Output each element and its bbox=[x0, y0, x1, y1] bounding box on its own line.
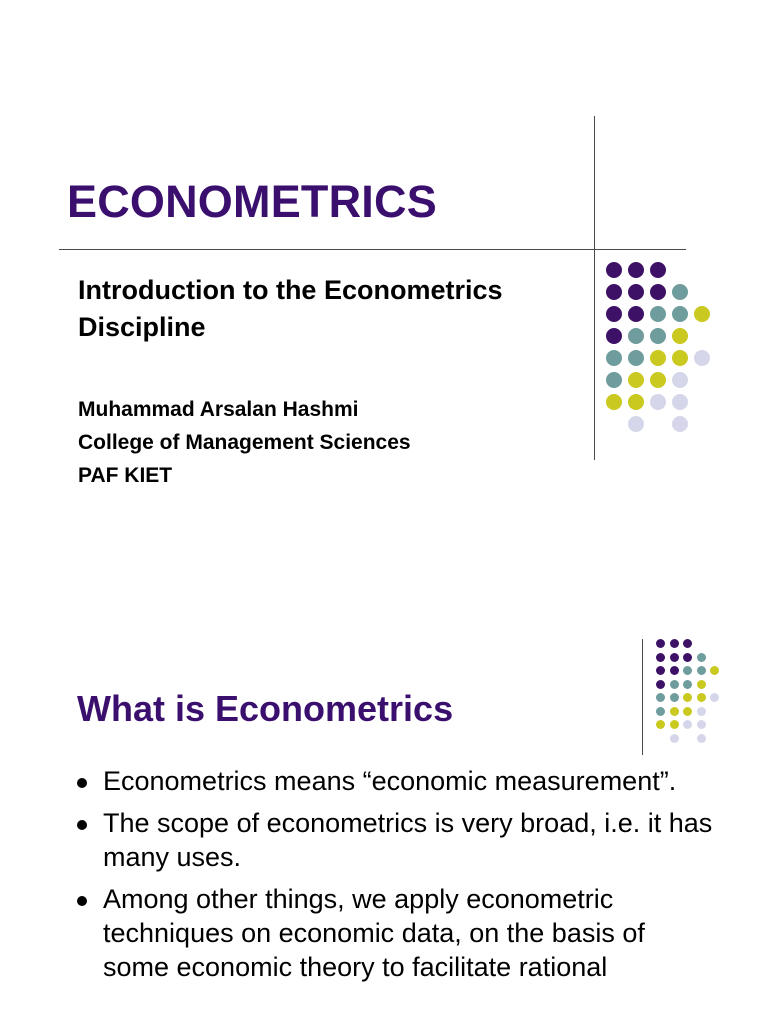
decorative-dot bbox=[670, 639, 679, 648]
decorative-dot bbox=[606, 306, 622, 322]
bullet-item: The scope of econometrics is very broad, i.e. it has many uses. bbox=[74, 806, 714, 874]
decorative-dot bbox=[697, 653, 706, 662]
decorative-dot bbox=[670, 680, 679, 689]
decorative-dot bbox=[710, 693, 719, 702]
decorative-dot bbox=[656, 720, 665, 729]
institution-name: PAF KIET bbox=[78, 464, 173, 487]
content-slide bbox=[0, 574, 768, 1024]
decorative-dot bbox=[656, 680, 665, 689]
department-name: College of Management Sciences bbox=[78, 431, 411, 454]
decorative-dot bbox=[697, 693, 706, 702]
decorative-dot bbox=[694, 350, 710, 366]
bullet-dot-icon bbox=[77, 820, 87, 830]
decorative-dot bbox=[656, 707, 665, 716]
decorative-dot bbox=[650, 372, 666, 388]
decorative-dot bbox=[697, 680, 706, 689]
decorative-dot bbox=[670, 720, 679, 729]
decorative-dot bbox=[672, 284, 688, 300]
vertical-divider-small bbox=[642, 639, 643, 755]
slide2-title: What is Econometrics bbox=[77, 688, 454, 729]
decorative-dot bbox=[697, 666, 706, 675]
decorative-dot bbox=[672, 372, 688, 388]
decorative-dot bbox=[697, 720, 706, 729]
decorative-dot bbox=[628, 306, 644, 322]
decorative-dot bbox=[710, 666, 719, 675]
vertical-divider bbox=[594, 116, 595, 460]
decorative-dot bbox=[606, 394, 622, 410]
decorative-dot bbox=[628, 262, 644, 278]
decorative-dot bbox=[670, 707, 679, 716]
decorative-dot bbox=[628, 284, 644, 300]
title-underline bbox=[59, 249, 686, 250]
decorative-dot bbox=[656, 653, 665, 662]
bullet-item: Among other things, we apply econometric techniques on economic data, on the basis of some economic theory to facilitate rational bbox=[74, 882, 714, 984]
decorative-dot bbox=[683, 680, 692, 689]
decorative-dot bbox=[656, 693, 665, 702]
slide-subtitle: Introduction to the Econometrics Discipline bbox=[78, 275, 503, 342]
decorative-dot bbox=[628, 394, 644, 410]
decorative-dot bbox=[672, 328, 688, 344]
decorative-dot bbox=[650, 350, 666, 366]
decorative-dot bbox=[628, 416, 644, 432]
bullet-dot-icon bbox=[77, 778, 87, 788]
bullet-dot-icon bbox=[77, 896, 87, 906]
decorative-dot bbox=[670, 734, 679, 743]
decorative-dot bbox=[628, 350, 644, 366]
decorative-dot bbox=[697, 707, 706, 716]
bullet-list bbox=[74, 764, 714, 992]
decorative-dot bbox=[628, 372, 644, 388]
decorative-dot bbox=[683, 666, 692, 675]
decorative-dot bbox=[650, 328, 666, 344]
decorative-dot bbox=[672, 350, 688, 366]
decorative-dot bbox=[656, 639, 665, 648]
decorative-dot bbox=[683, 653, 692, 662]
decorative-dot bbox=[606, 328, 622, 344]
decorative-dot bbox=[606, 350, 622, 366]
decorative-dot bbox=[656, 666, 665, 675]
decorative-dot bbox=[672, 306, 688, 322]
decorative-dot bbox=[670, 693, 679, 702]
decorative-dot bbox=[606, 372, 622, 388]
slide-title: ECONOMETRICS bbox=[67, 176, 437, 227]
decorative-dot bbox=[672, 416, 688, 432]
decorative-dot bbox=[672, 394, 688, 410]
decorative-dot bbox=[683, 720, 692, 729]
decorative-dot bbox=[697, 734, 706, 743]
author-name: Muhammad Arsalan Hashmi bbox=[78, 398, 359, 421]
decorative-dot bbox=[694, 306, 710, 322]
decorative-dot bbox=[650, 394, 666, 410]
decorative-dot bbox=[683, 639, 692, 648]
decorative-dot bbox=[683, 693, 692, 702]
decorative-dot bbox=[683, 707, 692, 716]
decorative-dot bbox=[650, 262, 666, 278]
decorative-dot bbox=[670, 653, 679, 662]
decorative-dot bbox=[628, 328, 644, 344]
decorative-dot bbox=[670, 666, 679, 675]
decorative-dot bbox=[606, 262, 622, 278]
decorative-dot bbox=[650, 306, 666, 322]
decorative-dot bbox=[650, 284, 666, 300]
decorative-dot bbox=[606, 284, 622, 300]
bullet-item: Econometrics means “economic measurement”. bbox=[74, 764, 714, 798]
